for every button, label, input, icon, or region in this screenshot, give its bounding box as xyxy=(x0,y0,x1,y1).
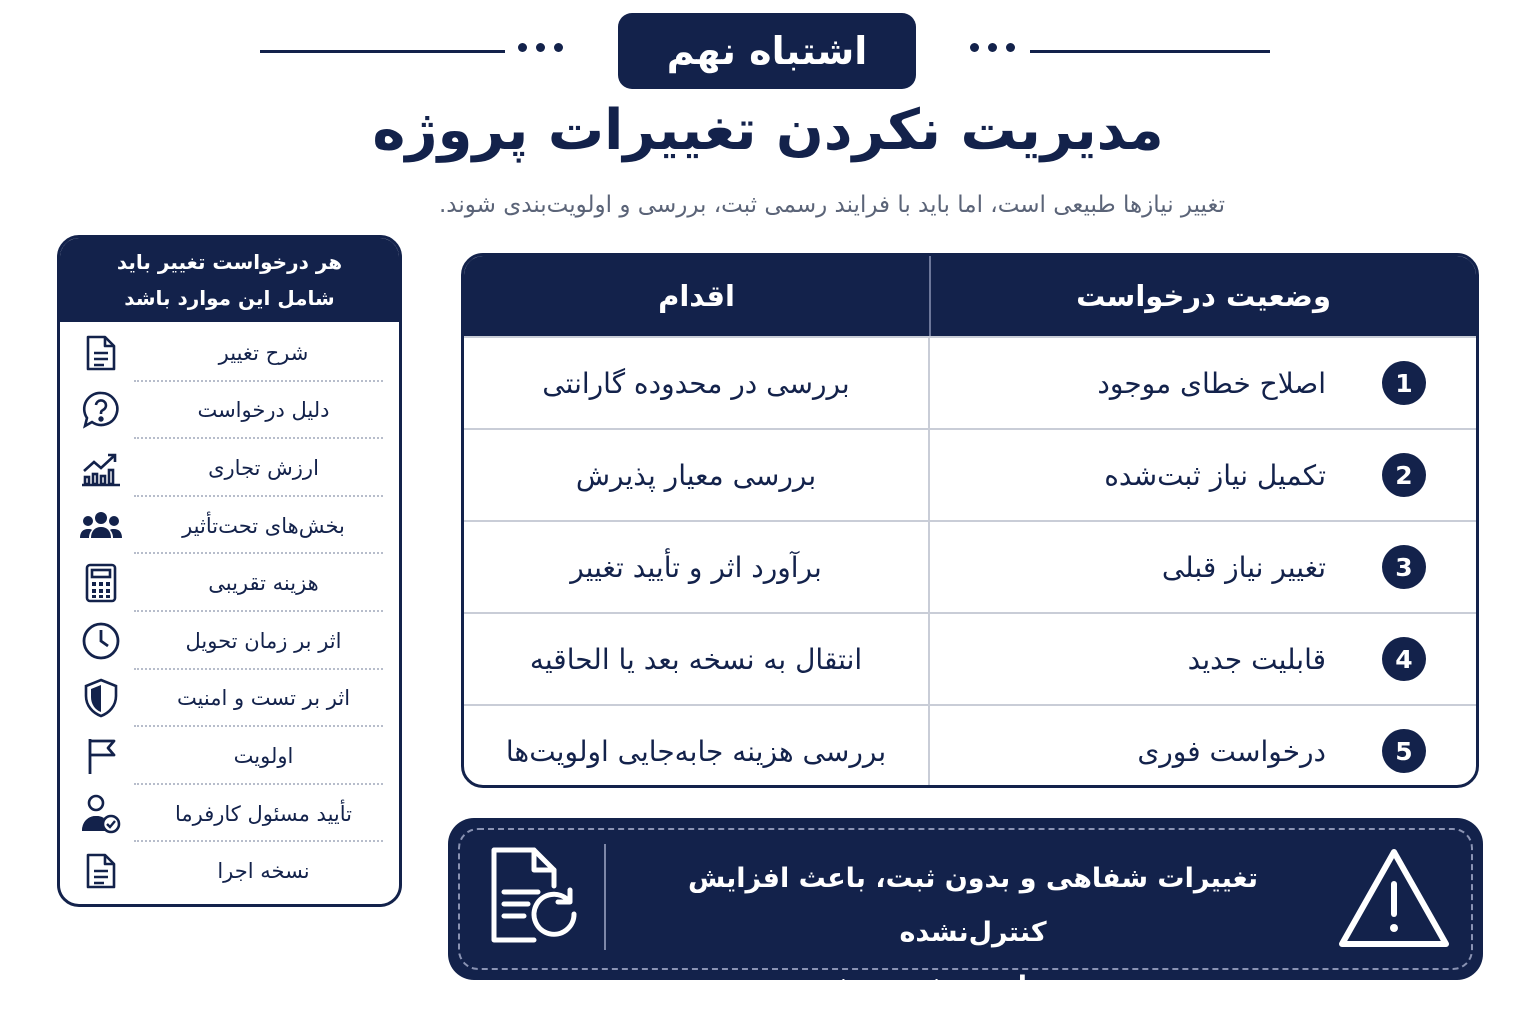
decor-line-right xyxy=(1030,50,1270,53)
table-header xyxy=(464,256,1476,336)
row-number-badge: 2 xyxy=(1382,453,1426,497)
checklist-item: ارزش تجاری xyxy=(78,439,383,497)
row-number-badge: 4 xyxy=(1382,637,1426,681)
chart-growth-icon xyxy=(78,445,124,491)
mistake-badge: اشتباه نهم xyxy=(618,13,916,89)
checklist-title-line1: هر درخواست تغییر باید xyxy=(116,250,343,274)
table-row xyxy=(464,704,1476,788)
checklist-item: بخش‌های تحت‌تأثیر xyxy=(78,497,383,555)
row-action: بررسی هزینه جابه‌جایی اولویت‌ها xyxy=(464,706,930,788)
page-subtitle: تغییر نیازها طبیعی است، اما باید با فرایند رسمی ثبت، بررسی و اولویت‌بندی شوند. xyxy=(439,192,1225,218)
checklist-title-line2: شامل این موارد باشد xyxy=(124,286,335,310)
checklist-header xyxy=(60,238,399,322)
row-number-badge: 1 xyxy=(1382,361,1426,405)
people-icon xyxy=(78,503,124,549)
request-status-table xyxy=(461,253,1479,788)
checklist-item: شرح تغییر xyxy=(78,324,383,382)
decor-dots-left xyxy=(518,43,563,52)
table-row xyxy=(464,520,1476,612)
document-icon xyxy=(78,330,124,376)
row-status: تغییر نیاز قبلی xyxy=(1161,550,1326,584)
row-status: درخواست فوری xyxy=(1137,734,1326,768)
row-action: بررسی معیار پذیرش xyxy=(464,430,930,520)
warning-line2: هزینه و زمان پروژه می‌شوند. xyxy=(777,971,1169,1002)
warning-line1: تغییرات شفاهی و بدون ثبت، باعث افزایش کنترل‌نشده xyxy=(687,863,1259,948)
document-refresh-icon xyxy=(486,844,590,952)
user-check-icon xyxy=(78,791,124,837)
decor-dots-right xyxy=(970,43,1015,52)
checklist-panel xyxy=(57,235,402,907)
file-icon xyxy=(78,848,124,894)
checklist-item: نسخه اجرا xyxy=(78,842,383,900)
warning-box xyxy=(448,818,1483,1002)
checklist-item: تأیید مسئول کارفرما xyxy=(78,785,383,843)
row-number-badge: 3 xyxy=(1382,545,1426,589)
table-row xyxy=(464,612,1476,704)
checklist-item: اولویت xyxy=(78,727,383,785)
table-row xyxy=(464,336,1476,428)
row-action: بررسی در محدوده گارانتی xyxy=(464,338,930,428)
flag-icon xyxy=(78,733,124,779)
page-title: مدیریت نکردن تغییرات پروژه xyxy=(372,98,1164,163)
column-header-status: وضعیت درخواست xyxy=(1076,279,1331,313)
checklist-item: هزینه تقریبی xyxy=(78,554,383,612)
row-status: تکمیل نیاز ثبت‌شده xyxy=(1104,458,1326,492)
warning-divider xyxy=(604,844,606,950)
shield-icon xyxy=(78,675,124,721)
column-header-action: اقدام xyxy=(464,256,931,336)
warning-text xyxy=(623,852,1323,1014)
table-row xyxy=(464,428,1476,520)
clock-icon xyxy=(78,618,124,664)
row-action: انتقال به نسخه بعد یا الحاقیه xyxy=(464,614,930,704)
row-action: برآورد اثر و تأیید تغییر xyxy=(464,522,930,612)
row-status: اصلاح خطای موجود xyxy=(1097,366,1326,400)
calculator-icon xyxy=(78,560,124,606)
checklist-items xyxy=(60,322,399,900)
decor-line-left xyxy=(260,50,505,53)
checklist-item: اثر بر زمان تحویل xyxy=(78,612,383,670)
row-number-badge: 5 xyxy=(1382,729,1426,773)
checklist-item: اثر بر تست و امنیت xyxy=(78,670,383,728)
question-icon xyxy=(78,387,124,433)
checklist-item: دلیل درخواست xyxy=(78,382,383,440)
row-status: قابلیت جدید xyxy=(1187,642,1326,676)
warning-triangle-icon xyxy=(1336,846,1452,954)
